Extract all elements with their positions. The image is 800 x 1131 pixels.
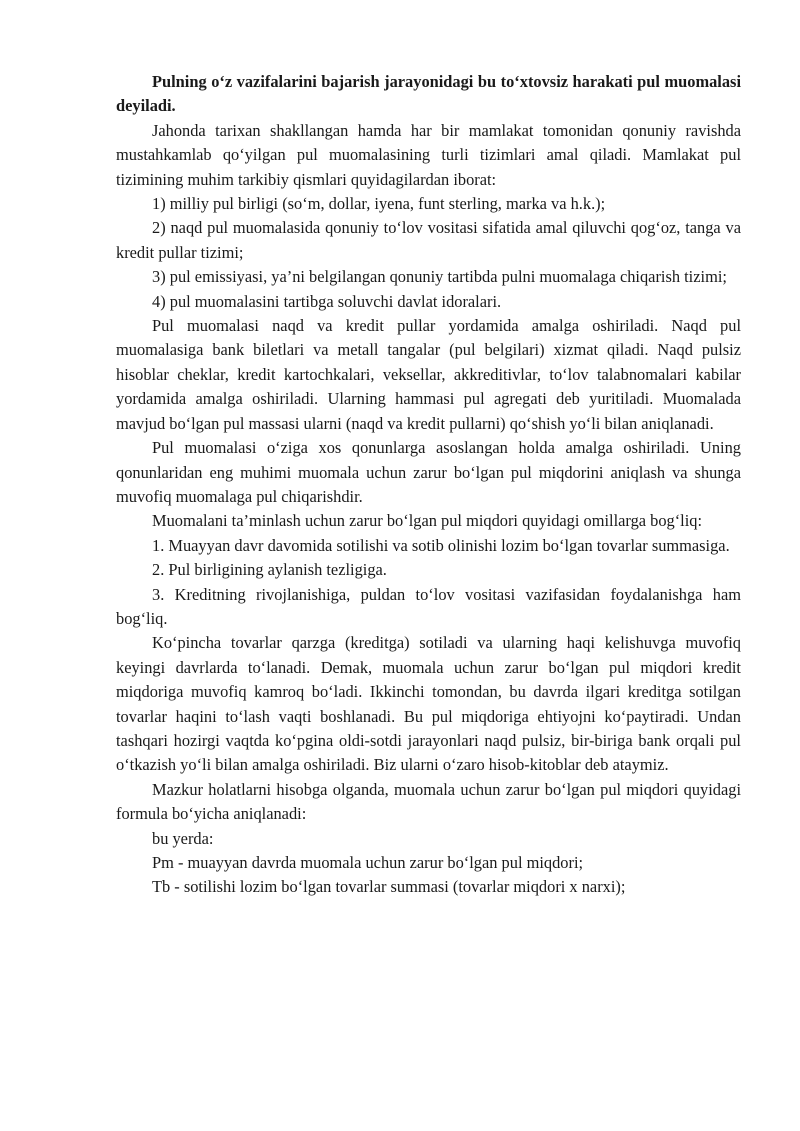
- body-paragraph: Pul muomalasi naqd va kredit pullar yordamida amalga oshiriladi. Naqd pul muomalasiga bank biletlari va metall tangalar (pul belgilari) xizmat qiladi. Naqd pulsiz hisoblar cheklar, kredit kartochkalari, veksellar, akkreditivlar, to‘lov talabnomalari kabilar yordamida amalga oshiriladi. Ularning hammasi pul agregati deb yuritiladi. Muomalada mavjud bo‘lgan pul massasi ularni (naqd va kredit pullarni) qo‘shish yo‘li bilan aniqlanadi.: [116, 316, 741, 433]
- list-item: 2. Pul birligining aylanish tezligiga.: [152, 560, 387, 580]
- list-item: 3. Kreditning rivojlanishiga, puldan to‘lov vositasi vazifasidan foydalanishga ham bog‘liq.: [116, 584, 741, 628]
- list-item: 2) naqd pul muomalasida qonuniy to‘lov vositasi sifatida amal qiluvchi qog‘oz, tanga va kredit pullar tizimi;: [116, 218, 741, 262]
- list-item: 4) pul muomalasini tartibga soluvchi davlat idoralari.: [152, 291, 502, 311]
- formula-intro: bu yerda:: [152, 828, 214, 848]
- list-item: 1. Muayyan davr davomida sotilishi va sotib olinishi lozim bo‘lgan tovarlar summasiga.: [152, 535, 730, 555]
- body-paragraph: Ko‘pincha tovarlar qarzga (kreditga) sotiladi va ularning haqi kelishuvga muvofiq keyingi davrlarda to‘lanadi. Demak, muomala uchun zarur bo‘lgan pul miqdori kredit miqdoriga muvofiq kamroq bo‘ladi. Ikkinchi tomondan, bu davrda ilgari kreditga sotilgan tovarlar haqini to‘lash vaqti boshlanadi. Bu pul miqdoriga ehtiyojni ko‘paytiradi. Undan tashqari hozirgi vaqtda ko‘pgina oldi-sotdi jarayonlari naqd pulsiz, bir-biriga bank orqali pul o‘tkazish yo‘li bilan amalga oshiriladi. Biz ularni o‘zaro hisob-kitoblar deb ataymiz.: [116, 633, 741, 775]
- list-item: 3) pul emissiyasi, ya’ni belgilangan qonuniy tartibda pulni muomalaga chiqarish tizimi;: [152, 267, 727, 287]
- body-paragraph: Pul muomalasi o‘ziga xos qonunlarga asoslangan holda amalga oshiriladi. Uning qonunlaridan eng muhimi muomala uchun zarur bo‘lgan pul miqdorini aniqlash va shunga muvofiq muomalaga pul chiqarishdir.: [116, 438, 741, 506]
- definition-paragraph: Pulning o‘z vazifalarini bajarish jarayonidagi bu to‘xtovsiz harakati pul muomalasi deyiladi.: [116, 72, 741, 116]
- variable-definition: Pm - muayyan davrda muomala uchun zarur bo‘lgan pul miqdori;: [152, 853, 584, 872]
- variable-definition: Tb - sotilishi lozim bo‘lgan tovarlar summasi (tovarlar miqdori x narxi);: [152, 877, 626, 897]
- list-item: 1) milliy pul birligi (so‘m, dollar, iyena, funt sterling, marka va h.k.);: [152, 194, 606, 214]
- body-paragraph: Jahonda tarixan shakllangan hamda har bir mamlakat tomonidan qonuniy ravishda mustahkamlab qo‘yilgan pul muomalasining turli tizimlari amal qiladi. Mamlakat pul tizimining muhim tarkibiy qismlari quyidagilardan iborat:: [116, 120, 741, 189]
- body-paragraph: Muomalani ta’minlash uchun zarur bo‘lgan pul miqdori quyidagi omillarga bog‘liq:: [152, 511, 703, 531]
- body-paragraph: Mazkur holatlarni hisobga olganda, muomala uchun zarur bo‘lgan pul miqdori quyidagi formula bo‘yicha aniqlanadi:: [116, 779, 741, 824]
